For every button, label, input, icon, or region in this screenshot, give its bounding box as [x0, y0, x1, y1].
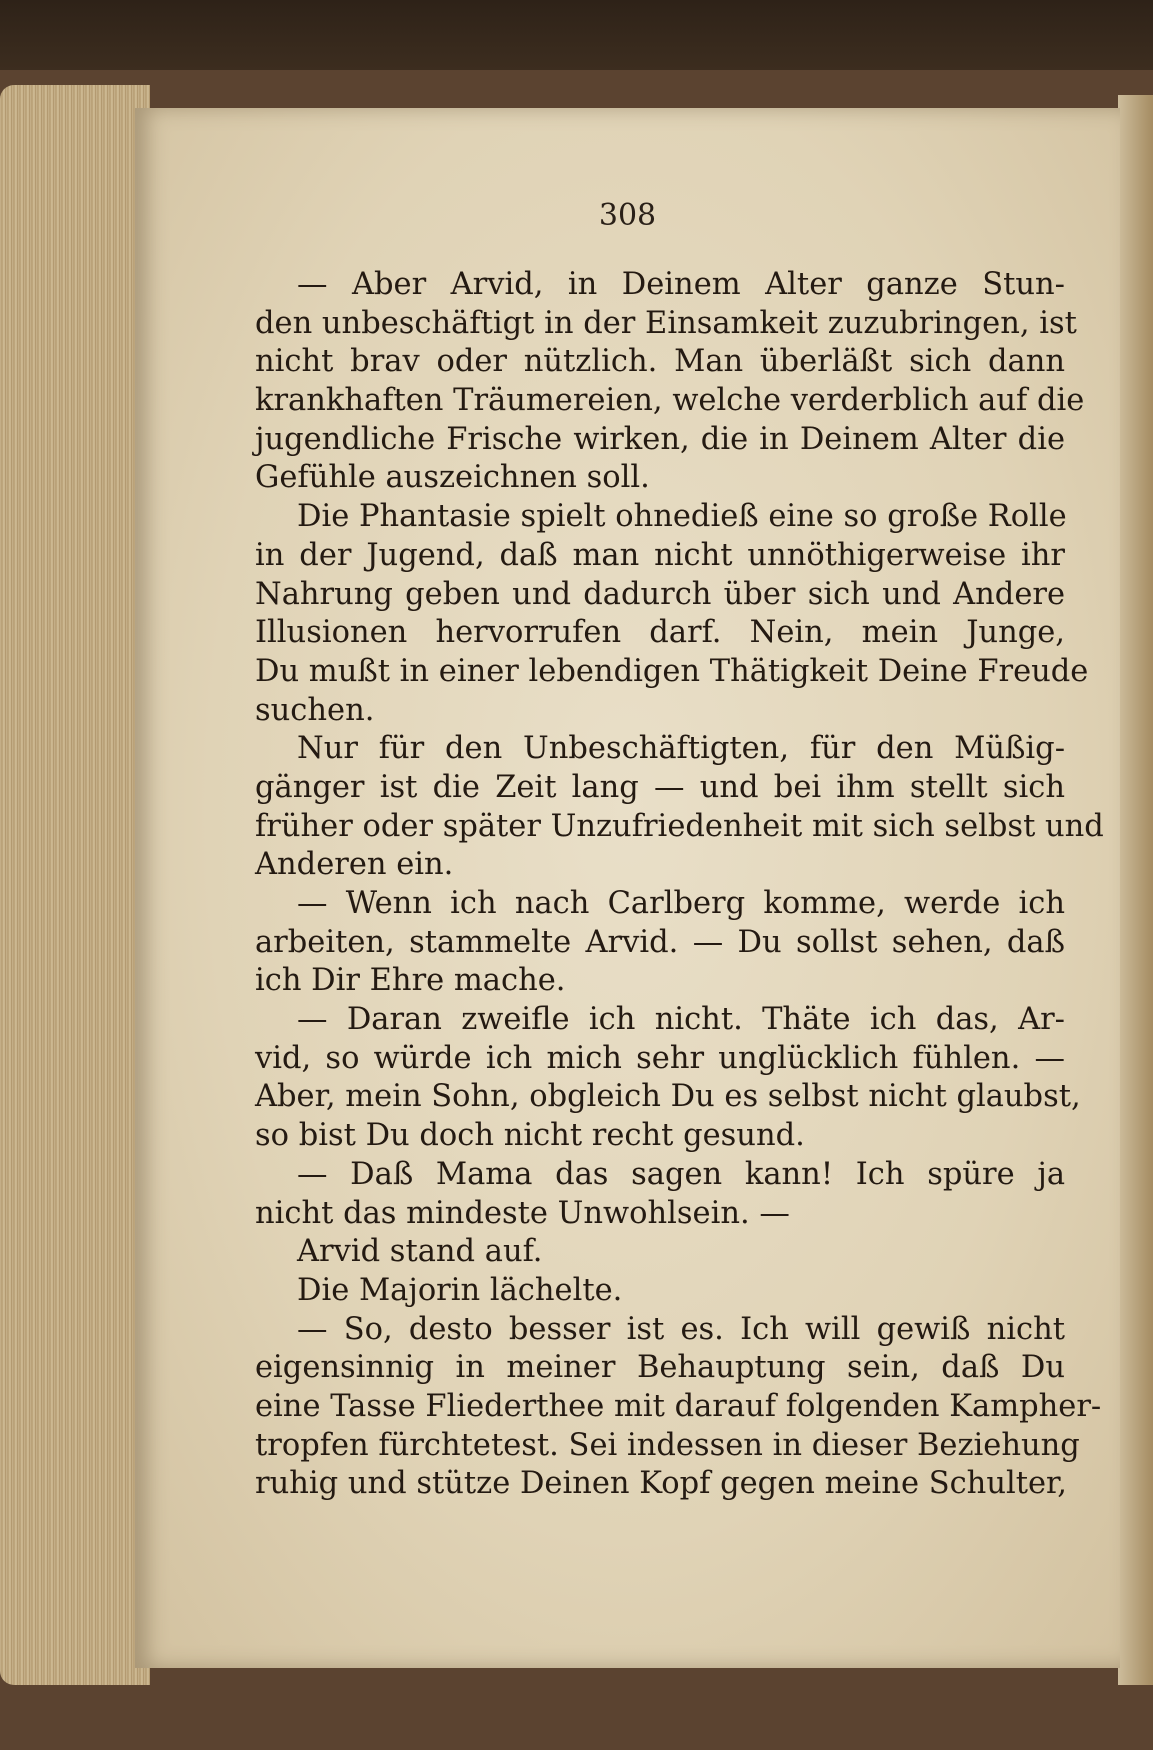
text-line: — Aber Arvid, in Deinem Alter ganze Stun- — [297, 267, 1065, 302]
text-line: in der Jugend, daß man nicht unnöthigerweise ihr — [255, 537, 1065, 573]
text-line: ich Dir Ehre mache. — [255, 963, 566, 999]
text-line: ruhig und stütze Deinen Kopf gegen meine Schulter, — [255, 1466, 1067, 1502]
text-line: Arvid stand auf. — [297, 1234, 543, 1270]
page-number: 308 — [598, 198, 657, 233]
text-line: — So, desto besser ist es. Ich will gewiß nicht — [297, 1311, 1065, 1347]
text-line: gänger ist die Zeit lang — und bei ihm stellt sich — [255, 769, 1065, 805]
text-line: so bist Du doch nicht recht gesund. — [255, 1118, 805, 1154]
text-line: Nahrung geben und dadurch über sich und Andere — [255, 576, 1065, 612]
page-text — [255, 266, 1104, 1504]
facing-page-edge — [1118, 95, 1153, 1685]
page-edges — [0, 85, 150, 1685]
text-line: Die Phantasie spielt ohnedieß eine so große Rolle — [297, 499, 1067, 535]
text-line: Gefühle auszeichnen soll. — [255, 460, 650, 496]
text-line: Illusionen hervorrufen darf. Nein, mein Junge, — [255, 615, 1065, 651]
text-line: früher oder später Unzufriedenheit mit sich selbst und — [255, 808, 1104, 844]
text-line: eine Tasse Fliederthee mit darauf folgenden Kampher- — [255, 1388, 1102, 1424]
text-line: — Daran zweifle ich nicht. Thäte ich das, Ar- — [297, 1002, 1065, 1038]
text-line: krankhaften Träumereien, welche verderblich auf die — [255, 383, 1085, 419]
text-line: jugendliche Frische wirken, die in Deinem Alter die — [255, 421, 1065, 457]
text-line: nicht das mindeste Unwohlsein. — — [255, 1195, 790, 1231]
text-line: den unbeschäftigt in der Einsamkeit zuzubringen, ist — [255, 305, 1077, 341]
text-line: suchen. — [255, 692, 375, 728]
text-line: Die Majorin lächelte. — [297, 1272, 623, 1308]
text-line: Nur für den Unbeschäftigten, für den Müßig- — [297, 731, 1065, 767]
text-line: Anderen ein. — [255, 847, 454, 883]
text-line: Aber, mein Sohn, obgleich Du es selbst nicht glaubst, — [255, 1079, 1081, 1115]
text-line: nicht brav oder nützlich. Man überläßt sich dann — [255, 344, 1065, 380]
book-page — [135, 108, 1120, 1668]
text-line: tropfen fürchtetest. Sei indessen in dieser Beziehung — [255, 1427, 1080, 1463]
text-line: — Daß Mama das sagen kann! Ich spüre ja — [297, 1156, 1065, 1192]
text-line: arbeiten, stammelte Arvid. — Du sollst sehen, daß — [255, 924, 1065, 960]
text-line: Du mußt in einer lebendigen Thätigkeit Deine Freude — [255, 653, 1089, 689]
text-line: — Wenn ich nach Carlberg komme, werde ich — [297, 886, 1065, 921]
text-line: vid, so würde ich mich sehr unglücklich fühlen. — — [255, 1040, 1065, 1076]
text-line: eigensinnig in meiner Behauptung sein, daß Du — [255, 1350, 1065, 1386]
